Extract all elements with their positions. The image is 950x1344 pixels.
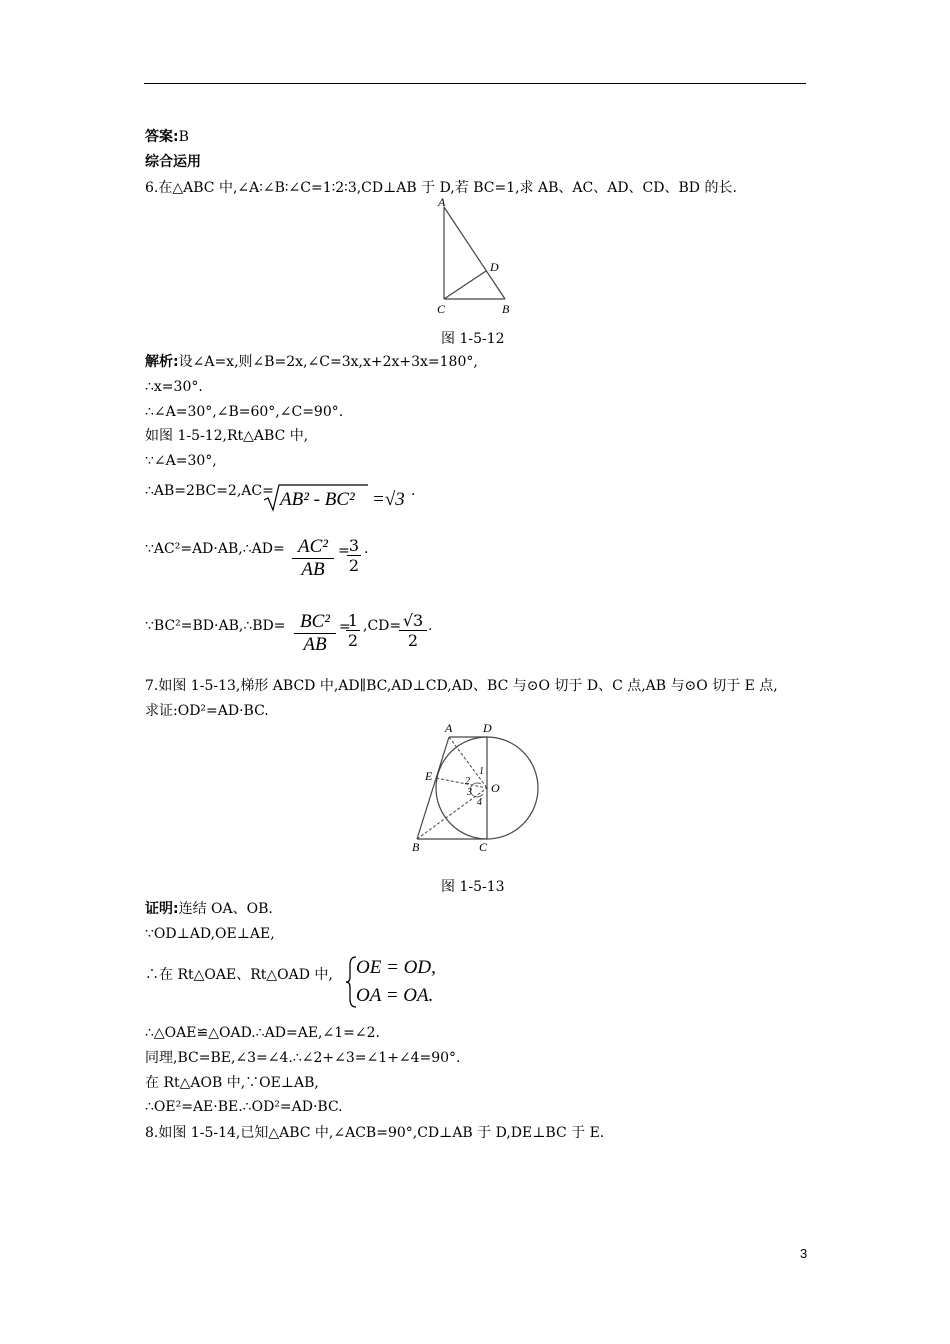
q7-proof-line-5: 同理,BC=BE,∠3=∠4.∴∠2+∠3=∠1+∠4=90°. xyxy=(145,1050,461,1066)
label-B: B xyxy=(502,302,510,316)
bd-denominator: AB xyxy=(294,633,336,656)
q7-proof-line-6: 在 Rt△AOB 中,∵OE⊥AB, xyxy=(145,1075,319,1091)
angle-2: 2 xyxy=(465,776,470,787)
ad-value xyxy=(347,536,361,575)
label-C: C xyxy=(479,840,488,854)
ad-numerator: AC² xyxy=(298,536,328,557)
caption-1-5-12: 图 1-5-12 xyxy=(441,331,505,347)
system-eq-1: OE = OD, xyxy=(356,957,436,978)
q7-proof-line-3: ∴在 Rt△OAE、Rt△OAD 中, xyxy=(145,967,333,983)
cd-value-den: 2 xyxy=(399,630,427,650)
q7-proof-line-1 xyxy=(145,900,273,918)
ac-period: . xyxy=(411,483,416,499)
cd-value-num: √3 xyxy=(402,611,424,630)
bd-value-num: 1 xyxy=(347,611,359,630)
q7-text-2: 求证:OD²=AD·BC. xyxy=(145,703,269,719)
label-A: A xyxy=(445,721,453,735)
page-number: 3 xyxy=(800,1246,808,1261)
q6-solution-line-4: 如图 1-5-12,Rt△ABC 中, xyxy=(145,428,309,444)
ad-equals: = xyxy=(338,543,350,559)
q6-text: 6.在△ABC 中,∠A∶∠B∶∠C=1∶2∶3,CD⊥AB 于 D,若 BC=1,求 AB、AC、AD、CD、BD 的长. xyxy=(145,180,737,196)
angle-1: 1 xyxy=(479,766,484,777)
bd-numerator: BC² xyxy=(300,611,330,632)
ac-radicand: AB² - BC² xyxy=(280,489,355,510)
label-A: A xyxy=(438,195,446,209)
q6-ac-prefix: ∴AB=2BC=2,AC= xyxy=(145,483,274,499)
bd-fraction xyxy=(294,611,336,656)
label-D: D xyxy=(490,260,499,274)
q7-text-1: 7.如图 1-5-13,梯形 ABCD 中,AD∥BC,AD⊥CD,AD、BC 与⊙O 切于 D、C 点,AB 与⊙O 切于 E 点, xyxy=(145,678,778,694)
caption-1-5-13: 图 1-5-13 xyxy=(441,879,505,895)
answer-line xyxy=(145,128,189,146)
header-rule xyxy=(144,83,806,84)
q7-proof-line-7: ∴OE²=AE·BE.∴OD²=AD·BC. xyxy=(145,1099,343,1115)
q6-solution-line-5: ∵∠A=30°, xyxy=(145,453,217,469)
q7-proof-line-2: ∵OD⊥AD,OE⊥AE, xyxy=(145,926,275,942)
q6-solution-line-3: ∴∠A=30°,∠B=60°,∠C=90°. xyxy=(145,404,344,420)
q6-ad-prefix: ∵AC²=AD·AB,∴AD= xyxy=(145,541,285,557)
bd-value xyxy=(346,611,360,650)
ac-result: =√3 xyxy=(372,489,405,510)
solution-text: 设∠A=x,则∠B=2x,∠C=3x,x+2x+3x=180°, xyxy=(178,354,478,370)
label-D: D xyxy=(483,721,492,735)
cd-prefix: ,CD= xyxy=(363,618,402,634)
figure-1-5-13 xyxy=(405,718,545,858)
label-C: C xyxy=(437,302,446,316)
label-O: O xyxy=(491,781,500,795)
section-heading: 综合运用 xyxy=(145,154,201,170)
angle-3: 3 xyxy=(467,787,472,798)
figure-1-5-12 xyxy=(420,193,530,323)
bd-equals: = xyxy=(339,619,351,635)
ad-value-den: 2 xyxy=(348,556,360,575)
system-eq-2: OA = OA. xyxy=(356,985,434,1006)
q6-solution-line-1 xyxy=(145,353,478,371)
cd-value xyxy=(399,611,427,650)
q8-text: 8.如图 1-5-14,已知△ABC 中,∠ACB=90°,CD⊥AB 于 D,DE⊥BC 于 E. xyxy=(145,1125,605,1141)
ad-fraction xyxy=(292,536,334,581)
label-B: B xyxy=(412,840,420,854)
label-E: E xyxy=(425,769,433,783)
angle-4: 4 xyxy=(477,797,482,808)
cd-period: . xyxy=(428,618,433,634)
ad-denominator: AB xyxy=(292,558,334,581)
proof-label: 证明: xyxy=(145,901,179,917)
answer-value: B xyxy=(178,129,189,145)
ad-period: . xyxy=(364,541,369,557)
q6-bd-prefix: ∵BC²=BD·AB,∴BD= xyxy=(145,618,286,634)
q7-proof-line-4: ∴△OAE≌△OAD.∴AD=AE,∠1=∠2. xyxy=(145,1025,380,1041)
answer-label: 答案: xyxy=(145,129,179,145)
ad-value-num: 3 xyxy=(348,536,360,555)
proof-first: 连结 OA、OB. xyxy=(178,901,273,917)
solution-label: 解析: xyxy=(145,354,179,370)
bd-value-den: 2 xyxy=(347,631,359,650)
q6-solution-line-2: ∴x=30°. xyxy=(145,379,203,395)
